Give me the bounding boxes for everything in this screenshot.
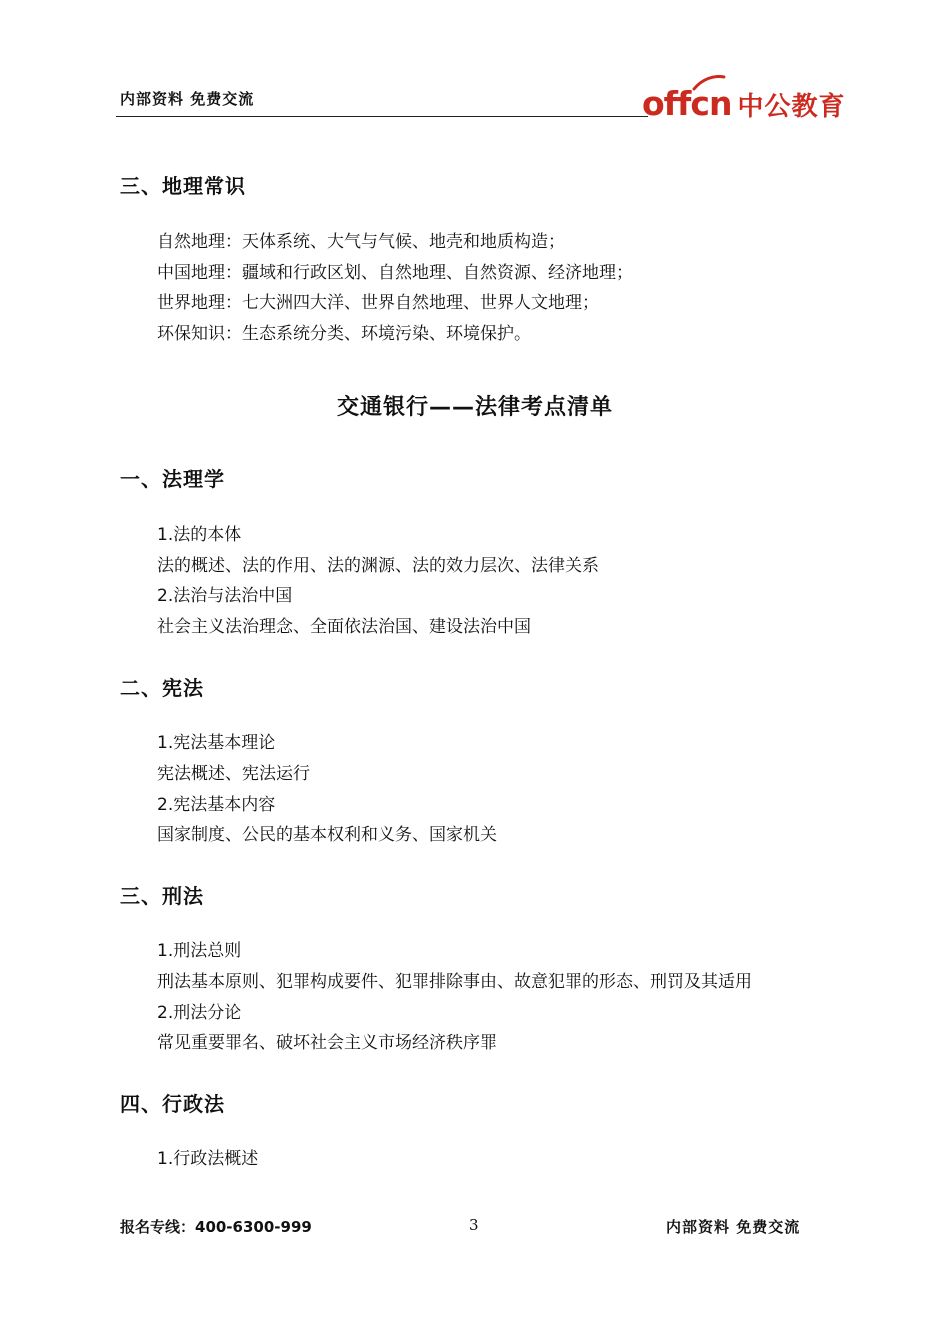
- logo-text: 中公教育: [737, 92, 846, 122]
- jurisprudence-line-3: 2.法治与法治中国: [157, 586, 293, 606]
- jurisprudence-line-2: 法的概述、法的作用、法的渊源、法的效力层次、法律关系: [157, 556, 599, 576]
- section-title-constitution: 二、宪法: [120, 676, 204, 700]
- footer-right-text: 内部资料 免费交流: [666, 1218, 801, 1236]
- header-rule: [116, 116, 648, 117]
- jurisprudence-line-1: 1.法的本体: [157, 525, 242, 545]
- section-title-criminal-law: 三、刑法: [120, 884, 204, 908]
- constitution-line-2: 宪法概述、宪法运行: [157, 764, 310, 784]
- criminal-law-line-3: 2.刑法分论: [157, 1003, 242, 1023]
- criminal-law-line-4: 常见重要罪名、破坏社会主义市场经济秩序罪: [157, 1033, 497, 1053]
- geo-line-4: 环保知识：生态系统分类、环境污染、环境保护。: [157, 324, 531, 344]
- constitution-line-4: 国家制度、公民的基本权利和义务、国家机关: [157, 825, 497, 845]
- logo-swoosh-icon: [692, 75, 726, 91]
- criminal-law-line-1: 1.刑法总则: [157, 941, 242, 961]
- doc-title: 交通银行——法律考点清单: [336, 395, 613, 420]
- constitution-line-1: 1.宪法基本理论: [157, 733, 276, 753]
- footer-hotline: 报名专线：400-6300-999: [120, 1218, 312, 1236]
- section-title-administrative-law: 四、行政法: [120, 1092, 225, 1116]
- criminal-law-line-2: 刑法基本原则、犯罪构成要件、犯罪排除事由、故意犯罪的形态、刑罚及其适用: [157, 972, 752, 992]
- geo-line-2: 中国地理：疆域和行政区划、自然地理、自然资源、经济地理；: [157, 263, 633, 283]
- offcn-logo: [642, 74, 846, 123]
- section-title-jurisprudence: 一、法理学: [120, 467, 225, 491]
- logo-mark: [642, 84, 735, 123]
- administrative-law-line-1: 1.行政法概述: [157, 1149, 259, 1169]
- logo-mark-text: offcn: [642, 84, 732, 123]
- geo-line-1: 自然地理：天体系统、大气与气候、地壳和地质构造；: [157, 232, 565, 252]
- geo-line-3: 世界地理：七大洲四大洋、世界自然地理、世界人文地理；: [157, 293, 599, 313]
- constitution-line-3: 2.宪法基本内容: [157, 795, 276, 815]
- section-title-geo: 三、地理常识: [120, 174, 246, 198]
- page-number: 3: [469, 1216, 479, 1234]
- header-left-text: 内部资料 免费交流: [120, 90, 255, 108]
- jurisprudence-line-4: 社会主义法治理念、全面依法治国、建设法治中国: [157, 617, 531, 637]
